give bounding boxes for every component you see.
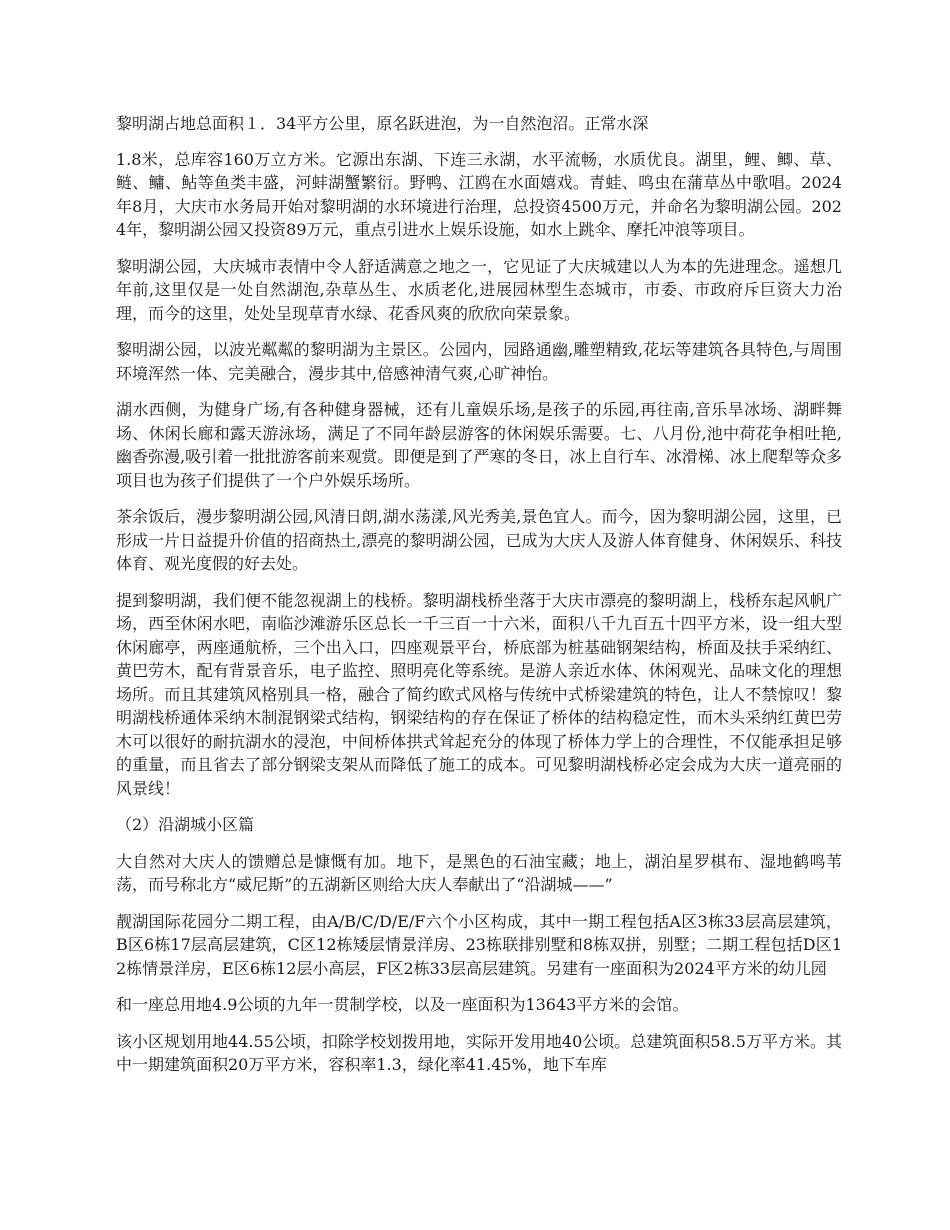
paragraph-park-scenery: 黎明湖公园，以波光粼粼的黎明湖为主景区。公园内，园路通幽,雕塑精致,花坛等建筑各具特色,与周围环境浑然一体、完美融合，漫步其中,倍感神清气爽,心旷神怡。	[116, 340, 842, 383]
paragraph-school-hall: 和一座总用地4.9公顷的九年一贯制学校，以及一座面积为13643平方米的会馆。	[116, 995, 689, 1014]
paragraph-west-side: 湖水西侧，为健身广场,有各种健身器械，还有儿童娱乐场,是孩子的乐园,再往南,音乐旱冰场、湖畔舞场、休闲长廊和露天游泳场，满足了不同年龄层游客的休闲娱乐需要。七、八月份,池中荷花争相吐艳,幽香弥漫,吸引着一批批游客前来观赏。即便是到了严寒的冬日，冰上自行车、冰滑梯、冰上爬犁等众多项目也为孩子们提供了一个户外娱乐场所。	[116, 400, 842, 490]
paragraph-park-concept: 黎明湖公园，大庆城市表情中令人舒适满意之地之一，它见证了大庆城建以人为本的先进理念。遥想几年前,这里仅是一处自然湖泡,杂草丛生、水质老化,进展园林型生态城市，市委、市政府斥巨资大力治理，而今的这里，处处呈现草青水绿、花香风爽的欣欣向荣景象。	[116, 256, 842, 323]
paragraph-land-use: 该小区规划用地44.55公顷，扣除学校划拨用地，实际开发用地40公顷。总建筑面积58.5万平方米。其中一期建筑面积20万平方米，容积率1.3，绿化率41.45%，地下车库	[116, 1031, 842, 1074]
paragraph-leisure: 茶余饭后，漫步黎明湖公园,风清日朗,湖水荡漾,风光秀美,景色宜人。而今，因为黎明湖公园，这里，已形成一片日益提升价值的招商热土,漂亮的黎明湖公园，已成为大庆人及游人体育健身、休闲娱乐、科技体育、观光度假的好去处。	[116, 507, 842, 573]
section-heading: （2）沿湖城小区篇	[116, 815, 255, 834]
paragraph-lake-area: 黎明湖占地总面积１．34平方公里，原名跃进泡，为一自然泡沼。正常水深	[116, 114, 649, 133]
paragraph-lake-description: 1.8米，总库容160万立方米。它源出东湖、下连三永湖，水平流畅，水质优良。湖里，鲤、鲫、草、鲢、鳙、鲇等鱼类丰盛，河蚌湖蟹繁衍。野鸭、江鸥在水面嬉戏。青蛙、鸣虫在蒲草丛中歌唱。2024年8月，大庆市水务局开始对黎明湖的水环境进行治理，总投资4500万元，并命名为黎明湖公园。2024年，黎明湖公园又投资89万元，重点引进水上娱乐设施，如水上跳伞、摩托冲浪等项目。	[116, 149, 842, 239]
paragraph-garden-phases: 靓湖国际花园分二期工程，由A/B/C/D/E/F六个小区构成，其中一期工程包括A区3栋33层高层建筑，B区6栋17层高层建筑，C区12栋矮层情景洋房、23栋联排别墅和8栋双拼，别墅；二期工程包括D区12栋情景洋房，E区6栋12层小高层，F区2栋33层高层建筑。另建有一座面积为2024平方米的幼儿园	[116, 911, 842, 978]
paragraph-nature-gift: 大自然对大庆人的馈赠总是慷慨有加。地下，是黑色的石油宝藏；地上，湖泊星罗棋布、湿地鹤鸣苇荡，而号称北方“威尼斯”的五湖新区则给大庆人奉献出了“沿湖城——”	[116, 851, 842, 894]
document-page	[116, 112, 842, 1090]
paragraph-trestle-bridge: 提到黎明湖，我们便不能忽视湖上的栈桥。黎明湖栈桥坐落于大庆市漂亮的黎明湖上，栈桥东起风帆广场，西至休闲水吧，南临沙滩游乐区总长一千三百一十六米，面积八千九百五十四平方米，设一组大型休闲廊亭，两座通航桥，三个出入口，四座观景平台，桥底部为桩基础钢架结构，桥面及扶手采纳红、黄巴劳木，配有背景音乐，电子监控、照明亮化等系统。是游人亲近水体、休闲观光、品味文化的理想场所。而且其建筑风格别具一格，融合了简约欧式风格与传统中式桥梁建筑的特色，让人不禁惊叹！黎明湖栈桥通体采纳木制混钢梁式结构，钢梁结构的存在保证了桥体的结构稳定性，而木头采纳红黄巴劳木可以很好的耐抗湖水的浸泡，中间桥体拱式耸起充分的体现了桥体力学上的合理性，不仅能承担足够的重量，而且省去了部分钢梁支架从而降低了施工的成本。可见黎明湖栈桥必定会成为大庆一道亮丽的风景线！	[116, 590, 842, 798]
